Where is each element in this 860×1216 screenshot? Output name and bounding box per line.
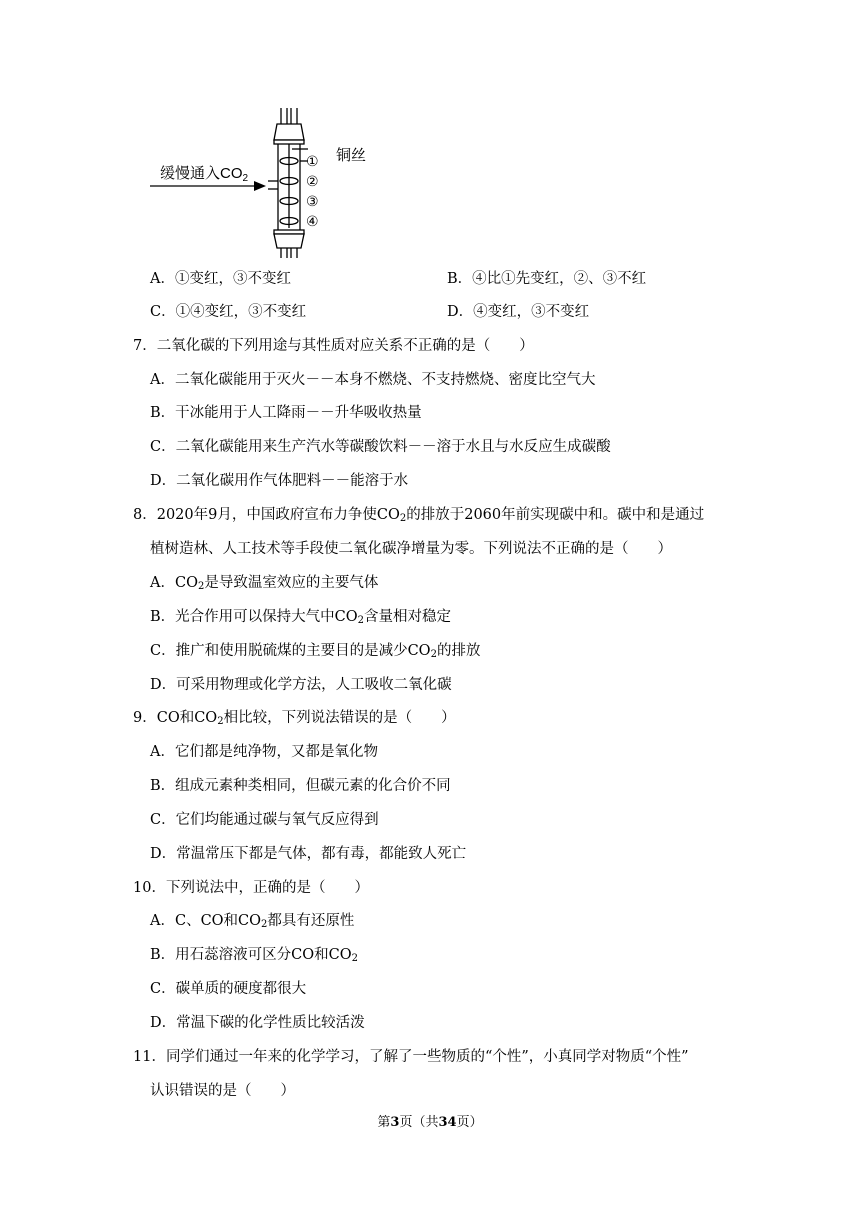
arrow-head-icon — [254, 181, 266, 191]
apparatus-figure — [150, 108, 370, 258]
q6-option-b: B．④比①先变红，②、③不红 — [447, 271, 647, 287]
q10-option-c: C．碳单质的硬度都很大 — [150, 981, 307, 997]
q6-option-d: D．④变红，③不变红 — [447, 304, 590, 320]
q9-option-d: D．常温常压下都是气体，都有毒，都能致人死亡 — [150, 846, 467, 862]
q7-option-c: C．二氧化碳能用来生产汽水等碳酸饮料－－溶于水且与水反应生成碳酸 — [150, 439, 611, 455]
q8-option-b: B．光合作用可以保持大气中$CO_2$含量相对稳定 — [150, 609, 452, 626]
q11-stem-line1: 11．同学们通过一年来的化学学习，了解了一些物质的“个性”，小真同学对物质“个性” — [133, 1049, 689, 1065]
wire-label: 铜丝 — [336, 147, 367, 164]
q10-option-a: A．C、CO和$CO_2$都具有还原性 — [150, 913, 355, 930]
q9-option-a: A．它们都是纯净物，又都是氧化物 — [150, 744, 378, 760]
q7-option-d: D．二氧化碳用作气体肥料－－能溶于水 — [150, 473, 409, 489]
marker-3: ③ — [306, 194, 319, 210]
q10-option-d: D．常温下碳的化学性质比较活泼 — [150, 1015, 365, 1031]
q10-option-b: B．用石蕊溶液可区分CO和$CO_2$ — [150, 947, 358, 964]
q8-option-c: C．推广和使用脱硫煤的主要目的是减少$CO_2$的排放 — [150, 643, 481, 660]
q11-stem-line2: 认识错误的是（ ） — [150, 1083, 295, 1099]
q8-stem-line1: 8．2020年9月，中国政府宣布力争使$CO_2$的排放于2060年前实现碳中和。碳中和是通过 — [133, 507, 705, 524]
q7-option-a: A．二氧化碳能用于灭火－－本身不燃烧、不支持燃烧、密度比空气大 — [150, 372, 596, 388]
q8-option-a: A．$CO_2$是导致温室效应的主要气体 — [150, 575, 379, 592]
q8-stem-line2: 植树造林、人工技术等手段使二氧化碳净增量为零。下列说法不正确的是（ ） — [150, 541, 672, 557]
q7-option-b: B．干冰能用于人工降雨－－升华吸收热量 — [150, 405, 422, 421]
marker-2: ② — [306, 174, 319, 190]
q9-option-c: C．它们均能通过碳与氧气反应得到 — [150, 812, 379, 828]
page-footer: 第3页（共34页） — [377, 1115, 483, 1130]
arrow-label: 缓慢通入$CO_2$ — [160, 165, 249, 184]
q6-option-c: C．①④变红，③不变红 — [150, 304, 307, 320]
q8-option-d: D．可采用物理或化学方法，人工吸收二氧化碳 — [150, 677, 452, 693]
marker-4: ④ — [306, 214, 319, 230]
q6-option-a: A．①变红，③不变红 — [150, 271, 291, 287]
q10-stem: 10．下列说法中，正确的是（ ） — [133, 880, 369, 896]
q9-stem: 9．CO和$CO_2$相比较，下列说法错误的是（ ） — [133, 710, 456, 727]
q7-stem: 7．二氧化碳的下列用途与其性质对应关系不正确的是（ ） — [133, 338, 534, 354]
q9-option-b: B．组成元素种类相同，但碳元素的化合价不同 — [150, 778, 451, 794]
marker-1: ① — [306, 154, 319, 170]
